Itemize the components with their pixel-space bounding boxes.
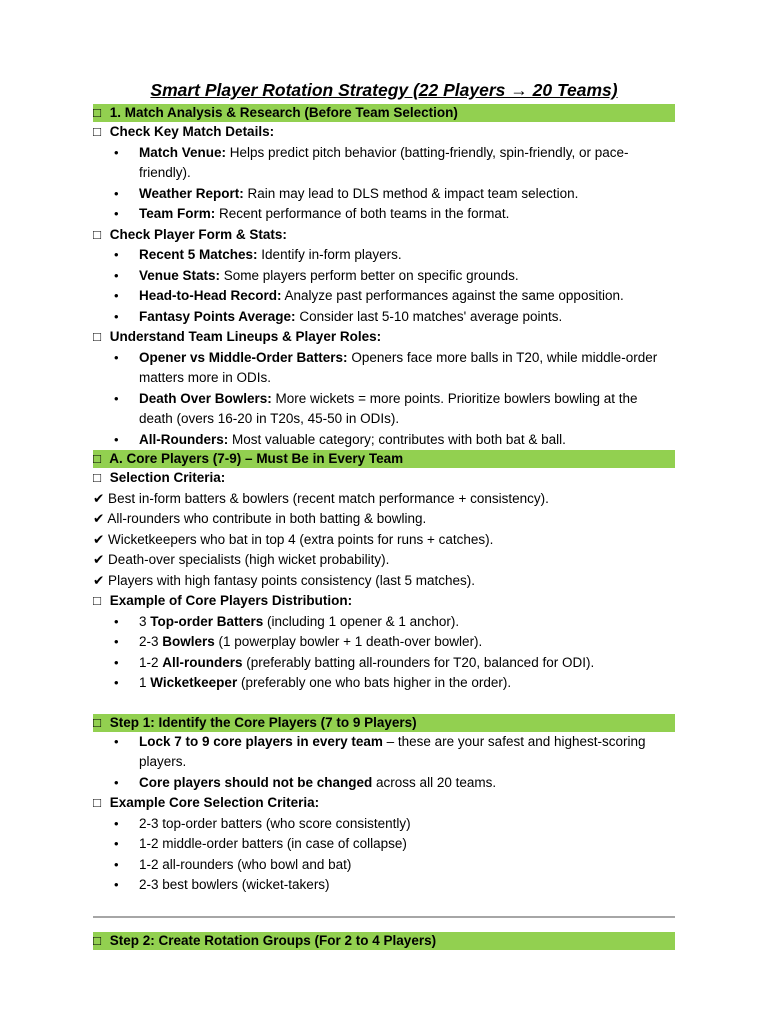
subheading-example-core-criteria: □ Example Core Selection Criteria: xyxy=(93,793,675,814)
list-item: • 1-2 middle-order batters (in case of collapse) xyxy=(93,834,675,855)
list-item: • Opener vs Middle-Order Batters: Openers face more balls in T20, while middle-order matters more in ODIs. xyxy=(93,348,675,389)
list-item: • All-Rounders: Most valuable category; contributes with both bat & ball. xyxy=(93,430,675,451)
bullet-marker-icon: □ xyxy=(93,593,102,608)
bullet-marker-icon: □ xyxy=(93,470,102,485)
section-heading-core-players: □ A. Core Players (7-9) – Must Be in Every Team xyxy=(93,450,675,468)
list-item: • Fantasy Points Average: Consider last 5-10 matches' average points. xyxy=(93,307,675,328)
list-player-form xyxy=(93,245,675,327)
list-item: • 1 Wicketkeeper (preferably one who bats higher in the order). xyxy=(93,673,675,694)
list-item: • Lock 7 to 9 core players in every team – these are your safest and highest-scoring players. xyxy=(93,732,675,773)
list-item: • 2-3 Bowlers (1 powerplay bowler + 1 death-over bowler). xyxy=(93,632,675,653)
section-heading-match-analysis: □ 1. Match Analysis & Research (Before Team Selection) xyxy=(93,104,675,122)
bullet-marker-icon: □ xyxy=(93,124,102,139)
subheading-player-form: □ Check Player Form & Stats: xyxy=(93,225,675,246)
subheading-team-lineups: □ Understand Team Lineups & Player Roles: xyxy=(93,327,675,348)
list-team-lineups xyxy=(93,348,675,451)
subheading-key-match-details: □ Check Key Match Details: xyxy=(93,122,675,143)
bullet-marker-icon: □ xyxy=(93,226,102,242)
bullet-marker-icon: □ xyxy=(93,329,102,344)
list-item: • Team Form: Recent performance of both teams in the format. xyxy=(93,204,675,225)
page-title: Smart Player Rotation Strategy (22 Players → 20 Teams) xyxy=(150,80,618,100)
subheading-selection-criteria: □ Selection Criteria: xyxy=(93,468,675,489)
list-item: • 2-3 top-order batters (who score consistently) xyxy=(93,814,675,835)
document-body xyxy=(93,78,675,950)
list-item: • 3 Top-order Batters (including 1 opener & 1 anchor). xyxy=(93,612,675,633)
list-item: • 1-2 all-rounders (who bowl and bat) xyxy=(93,855,675,876)
check-item: ✔ Best in-form batters & bowlers (recent match performance + consistency). xyxy=(93,490,549,506)
section-heading-step-1: □ Step 1: Identify the Core Players (7 to 9 Players) xyxy=(93,714,675,732)
subheading-core-distribution: □ Example of Core Players Distribution: xyxy=(93,591,675,612)
list-core-distribution xyxy=(93,612,675,694)
list-item: • Weather Report: Rain may lead to DLS method & impact team selection. xyxy=(93,184,675,205)
section-marker-icon: □ xyxy=(93,932,102,948)
list-item: • Venue Stats: Some players perform better on specific grounds. xyxy=(93,266,675,287)
list-example-core-criteria xyxy=(93,814,675,896)
list-item: • Recent 5 Matches: Identify in-form players. xyxy=(93,245,675,266)
section-marker-icon: □ xyxy=(93,451,102,466)
section-marker-icon: □ xyxy=(93,714,102,730)
check-item: ✔ Wicketkeepers who bat in top 4 (extra points for runs + catches). xyxy=(93,531,494,547)
check-item: ✔ All-rounders who contribute in both batting & bowling. xyxy=(93,511,427,526)
check-item: ✔ Death-over specialists (high wicket probability). xyxy=(93,552,390,567)
list-item: • 2-3 best bowlers (wicket-takers) xyxy=(93,875,675,896)
bullet-marker-icon: □ xyxy=(93,795,102,810)
list-key-match-details xyxy=(93,143,675,225)
list-item: • 1-2 All-rounders (preferably batting all-rounders for T20, balanced for ODI). xyxy=(93,653,675,674)
check-item: ✔ Players with high fantasy points consistency (last 5 matches). xyxy=(93,572,475,588)
list-item: • Match Venue: Helps predict pitch behavior (batting-friendly, spin-friendly, or pace-friendly). xyxy=(93,143,675,184)
section-marker-icon: □ xyxy=(93,105,102,120)
list-step-1 xyxy=(93,732,675,794)
list-item: • Head-to-Head Record: Analyze past performances against the same opposition. xyxy=(93,286,675,307)
list-item: • Death Over Bowlers: More wickets = more points. Prioritize bowlers bowling at the death (overs 16-20 in T20s, 45-50 in ODIs). xyxy=(93,389,675,430)
list-item: • Core players should not be changed across all 20 teams. xyxy=(93,773,675,794)
section-heading-step-2: □ Step 2: Create Rotation Groups (For 2 to 4 Players) xyxy=(93,932,675,950)
